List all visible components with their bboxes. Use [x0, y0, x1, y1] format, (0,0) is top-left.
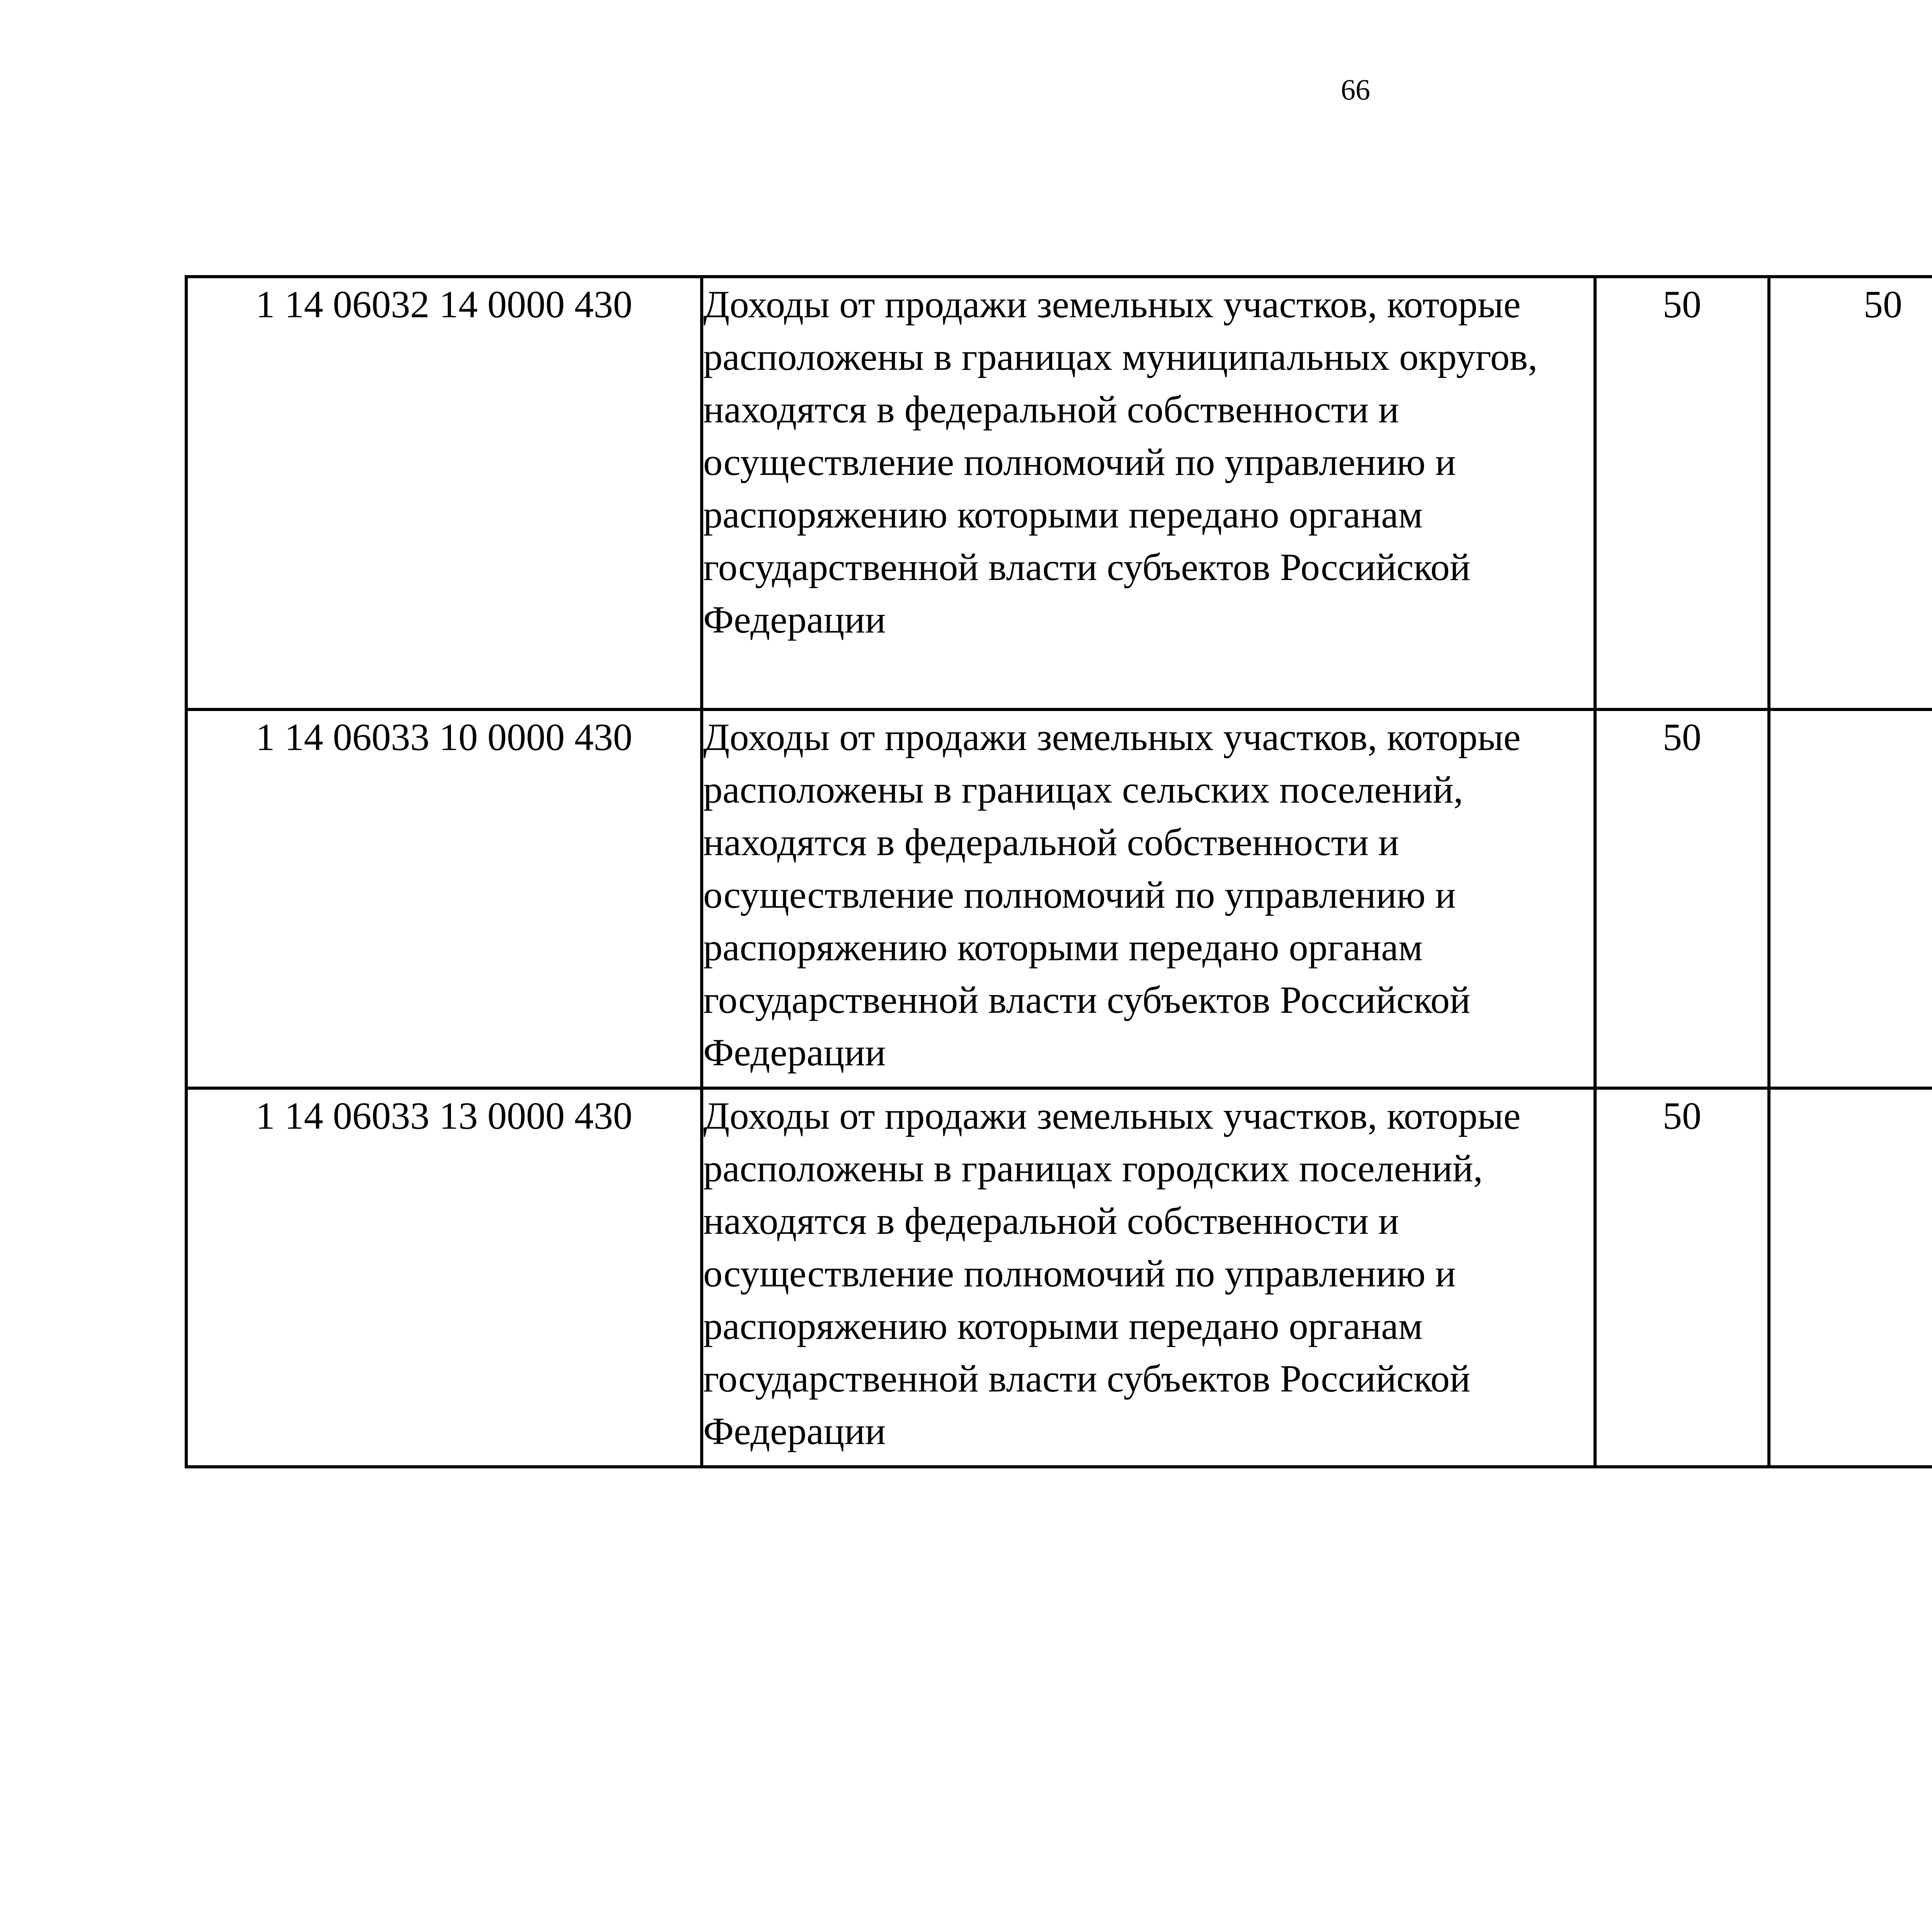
- table-row: [186, 277, 1932, 709]
- revenue-code-cell: 1 14 06033 13 0000 430: [186, 1088, 702, 1467]
- share-cell: [1769, 1088, 1932, 1467]
- revenue-distribution-table: [185, 275, 1932, 1468]
- page-number: 66: [1341, 74, 1370, 106]
- revenue-code-cell: 1 14 06032 14 0000 430: [186, 277, 702, 709]
- revenue-code-cell: 1 14 06033 10 0000 430: [186, 709, 702, 1088]
- revenue-description-cell: Доходы от продажи земельных участков, которые расположены в границах сельских поселений, находятся в федеральной собственности и осуществление полномочий по управлению и распоряжению которыми передано органам государственной власти субъектов Российской Федерации: [702, 709, 1595, 1088]
- share-cell: 50: [1595, 709, 1769, 1088]
- share-cell: 50: [1769, 277, 1932, 709]
- table-row: [186, 1088, 1932, 1467]
- revenue-description-cell: Доходы от продажи земельных участков, которые расположены в границах городских поселений, находятся в федеральной собственности и осуществление полномочий по управлению и распоряжению которыми передано органам государственной власти субъектов Российской Федерации: [702, 1088, 1595, 1467]
- table-row: [186, 709, 1932, 1088]
- revenue-description-cell: Доходы от продажи земельных участков, которые расположены в границах муниципальных округов, находятся в федеральной собственности и осуществление полномочий по управлению и распоряжению которыми передано органам государственной власти субъектов Российской Федерации: [702, 277, 1595, 709]
- share-cell: 50: [1595, 277, 1769, 709]
- share-cell: 50: [1595, 1088, 1769, 1467]
- share-cell: [1769, 709, 1932, 1088]
